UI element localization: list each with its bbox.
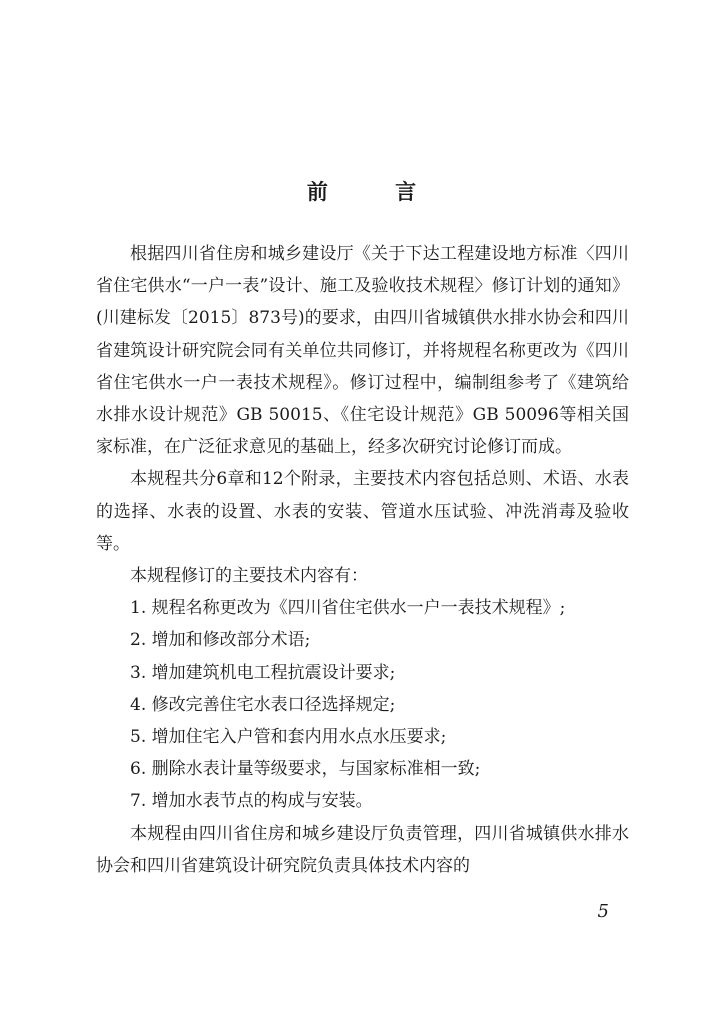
revision-item-7: 7. 增加水表节点的构成与安装。 — [130, 791, 373, 812]
paragraph-revision-intro: 本规程修订的主要技术内容有： — [130, 566, 368, 587]
paragraph-background: 根据四川省住房和城乡建设厅《关于下达工程建设地方标准〈四川省住宅供水“一户一表”设计、施工及验收技术规程〉修订计划的通知》(川建标发〔2015〕873号)的要求，由四川省城镇供水排水协会和四川省建筑设计研究院会同有关单位共同修订，并将规程名称更改为《四川省住宅供水一户一表技术规程》。修订过程中，编制组参考了《建筑给水排水设计规范》GB 50015、《住宅设计规范》GB 50096等相关国家标准，在广泛征求意见的基础上，经多次研究讨论修订而成。 — [96, 244, 629, 458]
paragraph-management: 本规程由四川省住房和城乡建设厅负责管理，四川省城镇供水排水协会和四川省建筑设计研究院负责具体技术内容的 — [96, 823, 629, 876]
body-text — [96, 238, 629, 882]
revision-item-4: 4. 修改完善住宅水表口径选择规定; — [130, 694, 396, 715]
page-number: 5 — [597, 901, 609, 922]
page-title: 前 言 — [306, 180, 447, 204]
revision-item-5: 5. 增加住宅入户管和套内用水点水压要求; — [130, 727, 447, 748]
revision-item-3: 3. 增加建筑机电工程抗震设计要求; — [130, 662, 396, 683]
paragraph-contents: 本规程共分6章和12个附录，主要技术内容包括总则、术语、水表的选择、水表的设置、水表的安装、管道水压试验、冲洗消毒及验收等。 — [96, 469, 629, 554]
revision-item-1: 1. 规程名称更改为《四川省住宅供水一户一表技术规程》; — [130, 598, 566, 619]
revision-item-6: 6. 删除水表计量等级要求，与国家标准相一致; — [130, 759, 481, 780]
revision-item-2: 2. 增加和修改部分术语; — [130, 630, 311, 651]
